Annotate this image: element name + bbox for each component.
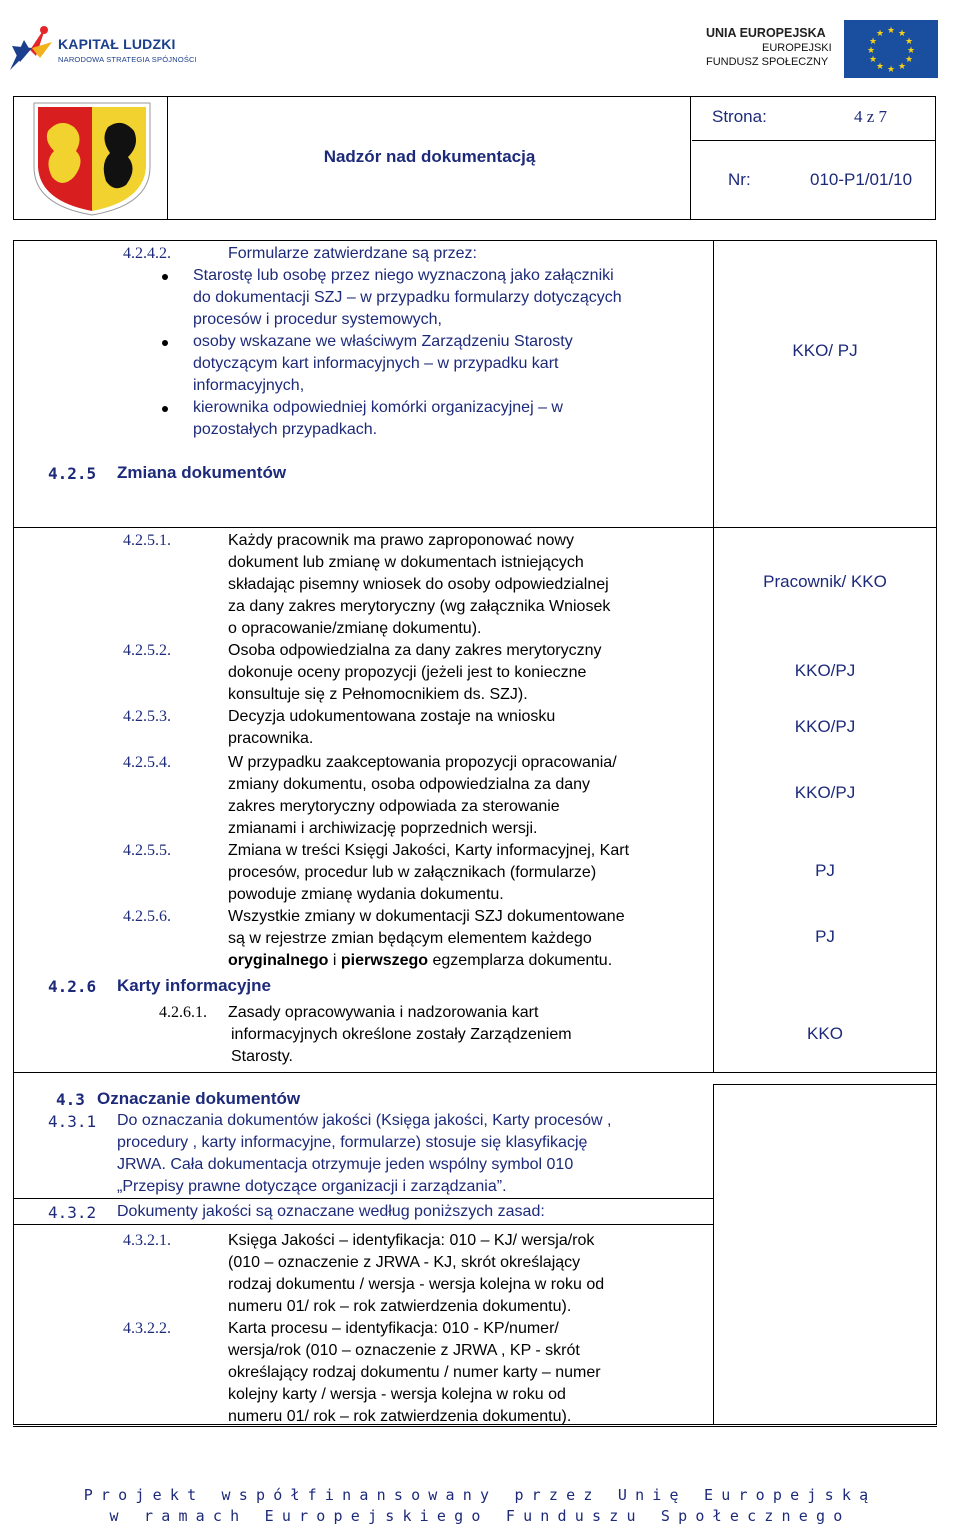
kapital-ludzki-subtitle: NARODOWA STRATEGIA SPÓJNOŚCI (58, 55, 197, 64)
nr-label: Nr: (728, 170, 751, 189)
item-text-line: „Przepisy prawne dotyczące organizacji i zarządzania”. (117, 1178, 507, 1195)
item-text-line: informacyjnych, (193, 377, 305, 394)
item-text-fragment: egzemplarza dokumentu. (428, 952, 613, 969)
item-number: 4.2.5.3. (123, 708, 171, 725)
eu-logo-line1: UNIA EUROPEJSKA (706, 26, 826, 40)
row-divider (713, 1084, 937, 1085)
item-text-line: numeru 01/ rok – rok zatwierdzenia dokumentu). (228, 1408, 572, 1425)
item-text-line: wersja/rok (010 – oznaczenie z JRWA , KP - skrót (228, 1342, 580, 1359)
item-text-line: Formularze zatwierdzane są przez: (228, 245, 477, 262)
svg-text:★: ★ (886, 26, 896, 36)
svg-text:★: ★ (875, 62, 885, 72)
responsible-cell: PJ (815, 861, 835, 880)
eu-logo-line3: FUNDUSZ SPOŁECZNY (706, 56, 829, 68)
row-divider (13, 1072, 937, 1073)
item-text-line: określający rodzaj dokumentu / numer karty – numer (228, 1364, 601, 1381)
page-value: 4 z 7 (854, 107, 888, 126)
item-text-line: Decyzja udokumentowana zostaje na wniosku (228, 708, 556, 725)
eu-logo-line2: EUROPEJSKI (762, 42, 832, 54)
item-text-fragment: i (328, 952, 341, 969)
svg-text:★: ★ (904, 55, 914, 65)
kapital-ludzki-star-icon (6, 18, 56, 74)
item-text-line: JRWA. Cała dokumentacja otrzymuje jeden wspólny symbol 010 (117, 1156, 574, 1173)
item-number: 4.2.6.1. (159, 1004, 207, 1021)
item-number: 4.3.1 (48, 1112, 97, 1131)
item-text-line: Starostę lub osobę przez niego wyznaczoną jako załączniki (193, 267, 614, 284)
item-text-line: Księga Jakości – identyfikacja: 010 – KJ/ wersja/rok (228, 1232, 595, 1249)
item-text-line: rodzaj dokumentu / wersja - wersja kolejna w roku od (228, 1276, 605, 1293)
responsible-cell: KKO (807, 1024, 843, 1043)
item-text-line: konsultuje się z Pełnomocnikiem ds. SZJ). (228, 686, 528, 703)
item-text-line: składając pisemny wniosek do osoby odpowiedzialnej (228, 576, 609, 593)
eu-flag-icon (844, 20, 938, 78)
item-text-line: zakres merytoryczny odpowiada za sterowanie (228, 798, 560, 815)
svg-text:★: ★ (906, 46, 916, 56)
item-text-line: procesów i procedur systemowych, (193, 311, 442, 328)
document-header (13, 96, 936, 220)
responsible-cell: KKO/ PJ (792, 341, 858, 360)
item-text-line: dokument lub zmianę w dokumentach istniejących (228, 554, 584, 571)
responsible-cell: KKO/PJ (794, 661, 856, 680)
section-heading: Oznaczanie dokumentów (97, 1089, 301, 1108)
responsible-cell: KKO/PJ (794, 783, 856, 802)
header-title-cell (169, 97, 691, 219)
section-number: 4.2.6 (48, 977, 97, 996)
bullet-icon (162, 274, 168, 280)
item-text-line: zmiany dokumentu, osoba odpowiedzialna za dany (228, 776, 591, 793)
item-text-line: Karta procesu – identyfikacja: 010 - KP/numer/ (228, 1320, 559, 1337)
item-number: 4.3.2.1. (123, 1232, 171, 1249)
footer-line2: w ramach Europejskiego Funduszu Społecznego (109, 1507, 851, 1525)
responsible-cell: KKO/PJ (794, 717, 856, 736)
section-number: 4.3 (56, 1090, 85, 1109)
row-divider (13, 1198, 713, 1199)
row-divider (13, 1224, 713, 1225)
item-text-line: procesów, procedur lub w załącznikach (formularze) (228, 864, 597, 881)
svg-text:★: ★ (866, 46, 876, 56)
kapital-ludzki-title: KAPITAŁ LUDZKI (58, 36, 176, 52)
row-divider (13, 527, 937, 528)
column-divider (713, 1084, 714, 1425)
bullet-icon (162, 340, 168, 346)
item-text-line: kierownika odpowiedniej komórki organizacyjnej – w (193, 399, 563, 416)
item-text-line: kolejny karty / wersja - wersja kolejna w roku od (228, 1386, 566, 1403)
item-text-line: informacyjnych określone zostały Zarządzeniem (231, 1026, 572, 1043)
item-text-line: powoduje zmianę wydania dokumentu. (228, 886, 504, 903)
item-number: 4.3.2 (48, 1203, 97, 1222)
item-text-line: Zmiana w treści Księgi Jakości, Karty informacyjnej, Kart (228, 842, 630, 859)
item-text-line: Dokumenty jakości są oznaczane według poniższych zasad: (117, 1203, 545, 1220)
svg-text:★: ★ (897, 62, 907, 72)
section-heading: Zmiana dokumentów (117, 463, 287, 482)
bullet-icon (162, 406, 168, 412)
item-text-line: Osoba odpowiedzialna za dany zakres merytoryczny (228, 642, 602, 659)
item-text-line: osoby wskazane we właściwym Zarządzeniu Starosty (193, 333, 573, 350)
item-text-line: pracownika. (228, 730, 314, 747)
svg-text:★: ★ (875, 29, 885, 39)
item-text-line: Starosty. (231, 1048, 293, 1065)
svg-text:★: ★ (868, 37, 878, 47)
item-text-line: Każdy pracownik ma prawo zaproponować nowy (228, 532, 574, 549)
coat-of-arms-icon (14, 97, 168, 219)
item-text-line: dokonuje oceny propozycji (jeżeli jest to konieczne (228, 664, 587, 681)
responsible-cell: Pracownik/ KKO (763, 572, 887, 591)
item-text-line: Do oznaczania dokumentów jakości (Księga jakości, Karty procesów , (117, 1112, 612, 1129)
item-number: 4.2.4.2. (123, 245, 171, 262)
item-text-line: (010 – oznaczenie z JRWA - KJ, skrót określający (228, 1254, 581, 1271)
nr-value: 010-P1/01/10 (810, 170, 913, 189)
item-text-line: W przypadku zaakceptowania propozycji opracowania/ (228, 754, 617, 771)
section-number: 4.2.5 (48, 464, 97, 483)
item-text-line: Wszystkie zmiany w dokumentacji SZJ dokumentowane (228, 908, 625, 925)
item-number: 4.2.5.1. (123, 532, 171, 549)
item-number: 4.2.5.6. (123, 908, 171, 925)
item-text-line: zmianami i archiwizację poprzednich wersji. (228, 820, 538, 837)
item-text-line: pozostałych przypadkach. (193, 421, 378, 438)
item-number: 4.2.5.4. (123, 754, 171, 771)
item-text-line: Zasady opracowywania i nadzorowania kart (228, 1004, 539, 1021)
item-text-line (228, 950, 612, 972)
column-divider (713, 240, 714, 527)
svg-text:★: ★ (868, 55, 878, 65)
emphasis-text: pierwszego (340, 952, 429, 969)
item-text-line: są w rejestrze zmian będącym elementem każdego (228, 930, 592, 947)
coat-of-arms-cell (14, 97, 168, 219)
item-number: 4.2.5.5. (123, 842, 171, 859)
page-info-cell (692, 97, 936, 141)
item-text-line: numeru 01/ rok – rok zatwierdzenia dokumentu). (228, 1298, 572, 1315)
doc-number-cell (692, 141, 936, 219)
item-number: 4.2.5.2. (123, 642, 171, 659)
item-number: 4.3.2.2. (123, 1320, 171, 1337)
svg-text:★: ★ (897, 29, 907, 39)
kapital-ludzki-logo (6, 18, 206, 74)
item-text-line: o opracowanie/zmianę dokumentu). (228, 620, 482, 637)
eu-logo (682, 14, 940, 80)
item-text-line: dotyczącym kart informacyjnych – w przypadku kart (193, 355, 559, 372)
emphasis-text: oryginalnego (228, 952, 329, 969)
item-text-line: procedury , karty informacyjne, formularze) stosuje się klasyfikację (117, 1134, 588, 1151)
page-label: Strona: (712, 107, 767, 126)
document-title: Nadzór nad dokumentacją (323, 147, 536, 166)
section-heading: Karty informacyjne (117, 976, 271, 995)
item-text-line: do dokumentacji SZJ – w przypadku formularzy dotyczących (193, 289, 622, 306)
svg-text:★: ★ (904, 37, 914, 47)
svg-text:★: ★ (886, 65, 896, 75)
item-text-line: za dany zakres merytoryczny (wg załącznika Wniosek (228, 598, 611, 615)
responsible-cell: PJ (815, 927, 835, 946)
footer-line1: Projekt współfinansowany przez Unię Europejską (83, 1486, 877, 1504)
